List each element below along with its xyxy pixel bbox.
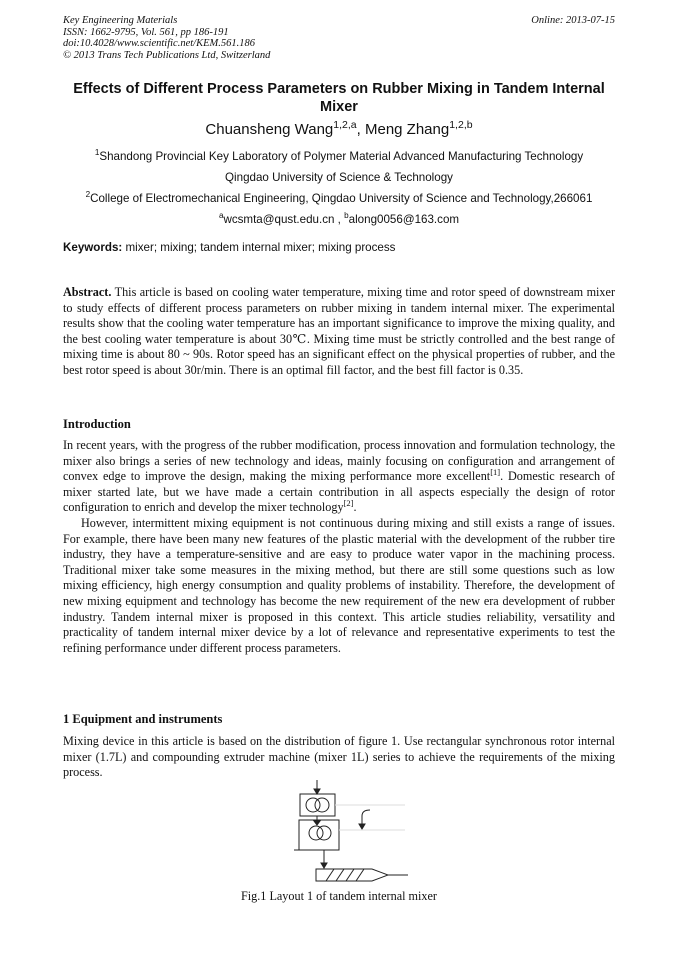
- online-date: Online: 2013-07-15: [531, 15, 615, 26]
- citation-1[interactable]: [1]: [490, 467, 501, 478]
- keywords: [63, 241, 395, 254]
- introduction-body: [63, 438, 615, 656]
- intro-p1-text-a: In recent years, with the progress of the rubber modification, process innovation and formulation technology, the mixer also brings a series of new technology and ideas, mainly focusing on configuration and arrangement of convex edge to improve the design, making the mixing performance more excellent: [63, 438, 615, 484]
- upper-rotor-right: [315, 798, 329, 812]
- abstract-text: This article is based on cooling water temperature, mixing time and rotor speed of downstream mixer to study effects of different process parameters on rubber mixing in tandem internal mixer. The experimental results show that the cooling water temperature has an important significance to improve the mixing quality, and the best cooling water temperature is about 30℃. Mixing time must be strictly controlled and the best range of mixing time is about 80 ~ 90s. Rotor speed has an significant effect on the physical properties of rubber, and the best rotor speed is about 30r/min. There is an optimal fill factor, and the best fill factor is 0.35.: [63, 285, 615, 377]
- email-a-marker: a: [218, 211, 224, 221]
- drop-arrowhead: [314, 821, 320, 825]
- email-b[interactable]: along0056@163.com: [348, 213, 460, 226]
- screw-flight-4: [356, 869, 364, 881]
- lower-rotor-right: [317, 826, 331, 840]
- author-2-affiliation-marker: 1,2,b: [449, 119, 473, 131]
- page-header: [63, 15, 615, 61]
- screw-flight-1: [326, 869, 334, 881]
- abstract-label: Abstract.: [63, 285, 112, 299]
- upper-rotor-left: [306, 798, 320, 812]
- keywords-label: Keywords:: [63, 241, 123, 254]
- lower-mixer-box: [299, 820, 339, 850]
- author-2-name: Meng Zhang: [364, 121, 450, 138]
- figure-1-caption: Fig.1 Layout 1 of tandem internal mixer: [241, 889, 437, 903]
- extruder-feed-arrowhead: [321, 863, 327, 868]
- email-a[interactable]: wcsmta@qust.edu.cn ,: [223, 213, 341, 226]
- feed-arrowhead: [314, 789, 320, 794]
- affiliation-1-number: 1: [94, 148, 100, 158]
- section-1-body: Mixing device in this article is based on the distribution of figure 1. Use rectangular synchronous rotor internal mixer (1.7L) and compounding extruder machine (mixer 1L) series to achieve the requirements of the mixing process.: [63, 734, 615, 780]
- copyright-line: © 2013 Trans Tech Publications Ltd, Switzerland: [63, 49, 271, 61]
- intro-p1-text-b: . Domestic research of mixer started late, but we have made a certain contribution in all aspects especially the design of rotor configuration to enrich and develop the mixer technology: [63, 469, 615, 515]
- return-arrowhead: [359, 824, 365, 829]
- affiliation-1-line-1: [0, 150, 678, 163]
- journal-name: Key Engineering Materials: [63, 15, 178, 26]
- author-line: [0, 121, 678, 138]
- section-1-heading: 1 Equipment and instruments: [63, 712, 223, 726]
- affiliation-1-text: Shandong Provincial Key Laboratory of Polymer Material Advanced Manufacturing Technology: [99, 150, 584, 163]
- lower-rotor-left: [309, 826, 323, 840]
- screw-flight-2: [336, 869, 344, 881]
- email-line: [0, 213, 678, 226]
- affiliation-2-number: 2: [85, 190, 91, 200]
- abstract: [63, 285, 615, 379]
- affiliation-1-line-2: Qingdao University of Science & Technology: [225, 171, 453, 184]
- introduction-paragraph-1: [63, 438, 615, 516]
- doi-line: doi:10.4028/www.scientific.net/KEM.561.186: [63, 38, 255, 49]
- intro-p1-text-c: .: [353, 500, 357, 515]
- author-separator: ,: [356, 121, 365, 138]
- introduction-heading: Introduction: [63, 417, 131, 431]
- paper-title: Effects of Different Process Parameters on Rubber Mixing in Tandem Internal Mixer: [73, 81, 605, 115]
- affiliation-2: [0, 192, 678, 205]
- keywords-text: mixer; mixing; tandem internal mixer; mixing process: [122, 241, 396, 254]
- author-1-name: Chuansheng Wang: [205, 121, 334, 138]
- citation-2[interactable]: [2]: [343, 498, 354, 509]
- screw-flight-3: [346, 869, 354, 881]
- issn-line: ISSN: 1662-9795, Vol. 561, pp 186-191: [63, 26, 229, 38]
- email-b-marker: b: [344, 211, 349, 221]
- introduction-paragraph-2: However, intermittent mixing equipment is not continuous during mixing and still exists a range of issues. For example, there have been many new features of the plastic material with the development of the rubber tire industry, they have a temperature-sensitive and are easy to produce water vapor in the machining process. Traditional mixer take some measures in the mixing method, but there are still some questions such as low mixing efficiency, high energy consumption and quality problems of instability. Therefore, the development of new mixing equipment and technology has become the new requirement of the new era development of rubber industry. Tandem internal mixer is proposed in this context. This article studies reliability, versatility and practicality of tandem internal mixer device by a lot of relevance and representative experiments to test the refining performance under different process parameters.: [63, 515, 615, 655]
- figure-1-diagram: [290, 780, 420, 888]
- upper-mixer-box: [300, 794, 335, 816]
- affiliation-2-text: College of Electromechanical Engineering, Qingdao University of Science and Technology,266061: [90, 192, 593, 205]
- author-1-affiliation-marker: 1,2,a: [333, 119, 357, 131]
